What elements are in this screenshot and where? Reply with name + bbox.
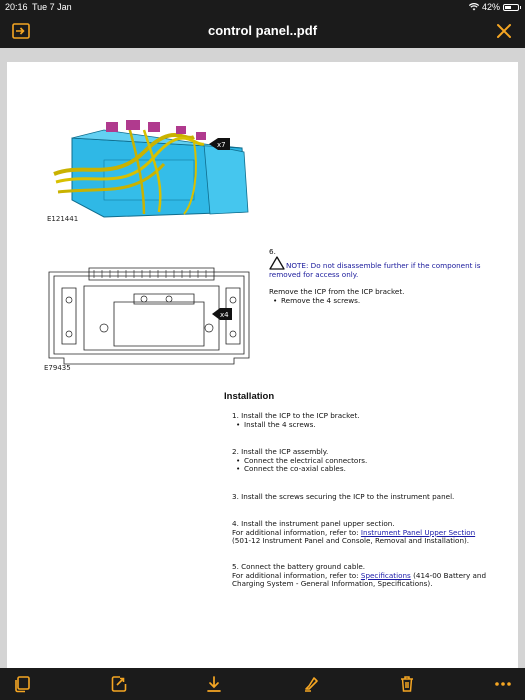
step-6-number: 6.	[269, 247, 276, 256]
install-step-1-bullet: • Install the 4 screws.	[232, 421, 502, 430]
copy-icon[interactable]	[13, 675, 31, 693]
install-step-4-suffix: (501-12 Instrument Panel and Console, Removal and Installation).	[232, 536, 470, 545]
fig1-caption: E121441	[47, 215, 79, 223]
wifi-icon	[469, 3, 479, 11]
fig1-tag: x7	[217, 141, 226, 149]
install-step-2	[232, 448, 502, 474]
fig2-tag: x4	[220, 311, 229, 319]
install-step-2-text: 2. Install the ICP assembly.	[232, 447, 329, 456]
install-step-1-text: 1. Install the ICP to the ICP bracket.	[232, 411, 360, 420]
more-icon[interactable]	[494, 675, 512, 693]
note-block	[269, 256, 499, 279]
install-step-5-text: 5. Connect the battery ground cable.	[232, 562, 366, 571]
ref-prefix: For additional information, refer to:	[232, 570, 361, 580]
bracket-illustration	[44, 258, 254, 370]
specifications-link[interactable]: Specifications	[360, 570, 411, 580]
status-bar	[0, 0, 525, 14]
battery-percent: 42%	[481, 2, 500, 12]
note-text: NOTE: Do not disassemble further if the component is removed for access only.	[269, 261, 481, 279]
install-step-3	[232, 493, 502, 502]
status-date: Tue 7 Jan	[32, 2, 72, 12]
document-viewer[interactable]	[0, 48, 525, 668]
install-step-4-text: 4. Install the instrument panel upper section.	[232, 519, 395, 528]
pdf-page	[7, 62, 518, 668]
download-icon[interactable]	[205, 675, 223, 693]
battery-icon	[503, 4, 519, 11]
document-title: control panel..pdf	[207, 23, 318, 38]
step-6-bullet: • Remove the 4 screws.	[269, 296, 499, 305]
highlight-icon[interactable]	[302, 675, 320, 693]
step-6	[269, 247, 499, 305]
fig2-caption: E79435	[44, 364, 71, 372]
step-6-text: Remove the ICP from the ICP bracket.	[269, 287, 405, 296]
bottom-toolbar	[0, 668, 525, 700]
install-step-1	[232, 412, 502, 429]
instrument-panel-upper-section-link[interactable]: Instrument Panel Upper Section	[360, 527, 476, 537]
close-x-icon[interactable]	[495, 22, 513, 40]
warning-triangle-icon	[269, 256, 285, 270]
share-icon[interactable]	[110, 675, 128, 693]
delete-icon[interactable]	[398, 675, 416, 693]
nav-bar	[0, 14, 525, 48]
status-time: 20:16	[5, 2, 28, 12]
ref-prefix: For additional information, refer to:	[232, 527, 361, 537]
install-step-5-ref	[232, 572, 502, 589]
ref-suffix: (414-00 Battery and Charging System - General Information, Specifications).	[232, 570, 487, 588]
install-step-4	[232, 520, 502, 546]
install-step-3-text: 3. Install the screws securing the ICP to the instrument panel.	[232, 492, 455, 501]
install-step-5	[232, 563, 502, 589]
installation-heading: Installation	[224, 391, 275, 402]
install-step-2-bullet: • Connect the electrical connectors.	[232, 457, 502, 466]
status-right	[469, 0, 519, 14]
install-step-2-bullet: • Connect the co-axial cables.	[232, 465, 502, 474]
